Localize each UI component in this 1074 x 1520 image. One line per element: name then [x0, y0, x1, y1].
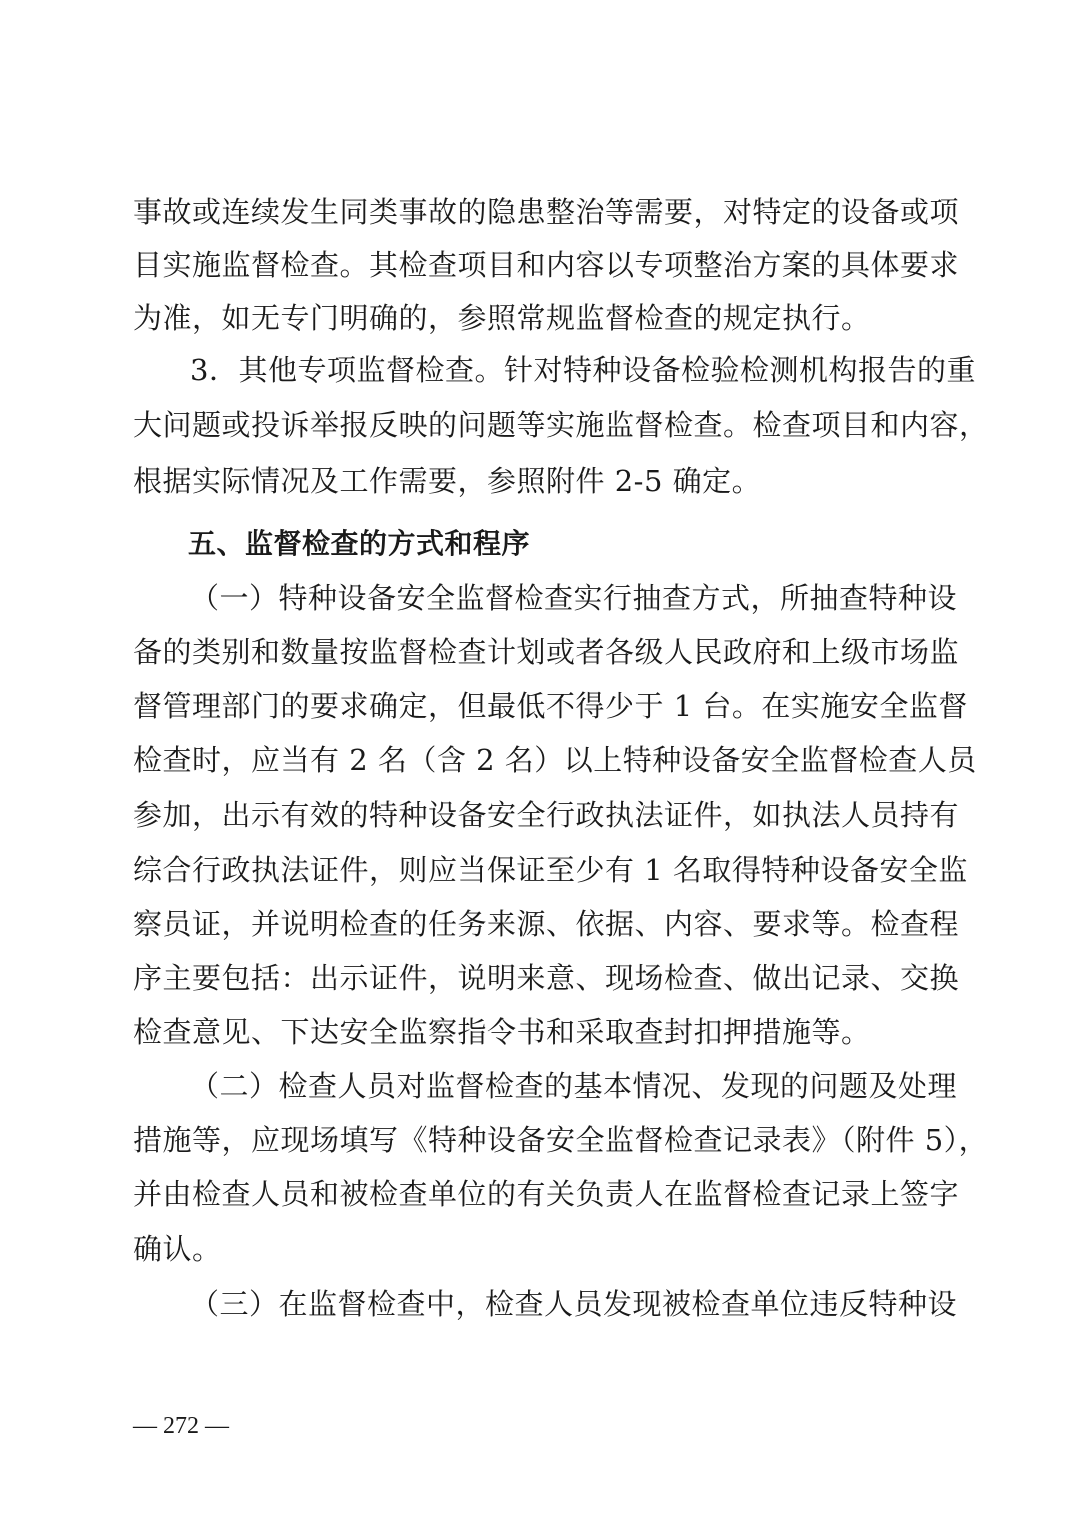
paragraph-4-line-3: 并由检查人员和被检查单位的有关负责人在监督检查记录上签字: [133, 1177, 960, 1211]
paragraph-4-line-4: 确认。: [133, 1232, 222, 1266]
paragraph-3-line-9: 检查意见、下达安全监察指令书和采取查封扣押措施等。: [133, 1015, 871, 1049]
paragraph-2-line-2: 大问题或投诉举报反映的问题等实施监督检查。检查项目和内容，: [133, 408, 989, 442]
paragraph-4-line-1: （二）检查人员对监督检查的基本情况、发现的问题及处理: [190, 1069, 958, 1103]
paragraph-2-line-3: 根据实际情况及工作需要，参照附件 2-5 确定。: [133, 464, 762, 498]
paragraph-5-line-1: （三）在监督检查中，检查人员发现被检查单位违反特种设: [190, 1287, 958, 1321]
paragraph-3-line-7: 察员证，并说明检查的任务来源、依据、内容、要求等。检查程: [133, 907, 960, 941]
paragraph-1-line-2: 目实施监督检查。其检查项目和内容以专项整治方案的具体要求: [133, 248, 960, 282]
paragraph-3-line-2: 备的类别和数量按监督检查计划或者各级人民政府和上级市场监: [133, 635, 960, 669]
paragraph-3-line-8: 序主要包括：出示证件，说明来意、现场检查、做出记录、交换: [133, 961, 960, 995]
paragraph-1-line-3: 为准，如无专门明确的，参照常规监督检查的规定执行。: [133, 301, 871, 335]
section-heading: 五、监督检查的方式和程序: [188, 527, 531, 560]
paragraph-4-line-2: 措施等，应现场填写《特种设备安全监督检查记录表》（附件 5），: [133, 1123, 989, 1157]
paragraph-3-line-6: 综合行政执法证件，则应当保证至少有 1 名取得特种设备安全监: [133, 853, 968, 887]
paragraph-2-line-1: 3．其他专项监督检查。针对特种设备检验检测机构报告的重: [190, 353, 976, 387]
paragraph-3-line-1: （一）特种设备安全监督检查实行抽查方式，所抽查特种设: [190, 581, 958, 615]
paragraph-3-line-3: 督管理部门的要求确定，但最低不得少于 1 台。在实施安全监督: [133, 689, 968, 723]
page-number: — 272 —: [133, 1413, 229, 1439]
paragraph-3-line-5: 参加，出示有效的特种设备安全行政执法证件，如执法人员持有: [133, 798, 960, 832]
paragraph-1-line-1: 事故或连续发生同类事故的隐患整治等需要，对特定的设备或项: [133, 195, 960, 229]
paragraph-3-line-4: 检查时，应当有 2 名（含 2 名）以上特种设备安全监督检查人员: [133, 743, 977, 777]
